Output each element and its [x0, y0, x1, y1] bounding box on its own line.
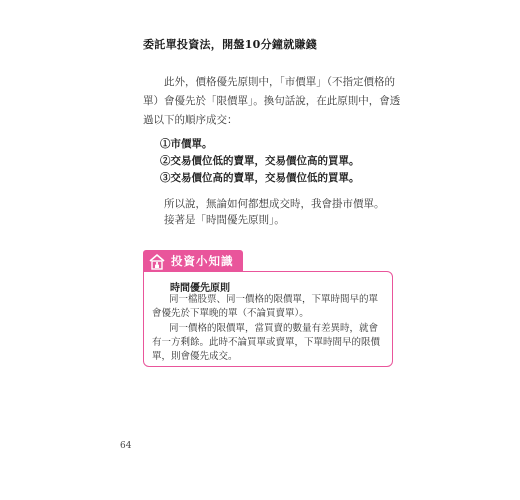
running-header: 委託單投資法，開盤10分鐘就賺錢	[143, 38, 318, 51]
tip-text: 同一價格的限價單，當買賣的數量有差異時，就會有一方剩餘。此時不論買單或賣單，下單時間早的限價單，則會優先成交。	[152, 323, 381, 362]
order-list	[160, 136, 360, 187]
tip-tab	[143, 250, 243, 272]
tip-box	[143, 271, 393, 367]
list-item: ③交易價位高的賣單，交易價位低的買單。	[160, 172, 360, 184]
list-item: ②交易價位低的賣單，交易價位高的買單。	[160, 155, 360, 167]
paragraph-price-priority: 此外，價格優先原則中，「市價單」（不指定價格的單）會優先於「限價單」。換句話說，在此原則中，會透過以下的順序成交：	[143, 76, 401, 126]
tip-heading: 時間優先原則	[170, 283, 230, 294]
house-hand-icon	[147, 252, 167, 272]
tip-label: 投資小知識	[171, 254, 234, 268]
list-item: ①市價單。	[160, 138, 213, 150]
tip-text: 同一檔股票、同一價格的限價單，下單時間早的單會優先於下單晚的單（不論買賣單）。	[152, 294, 379, 319]
paragraph-time-priority-intro: 接著是「時間優先原則」。	[164, 214, 285, 226]
paragraph-market-order: 所以說，無論如何都想成交時，我會掛市價單。	[164, 198, 385, 210]
page-number: 64	[120, 441, 132, 451]
